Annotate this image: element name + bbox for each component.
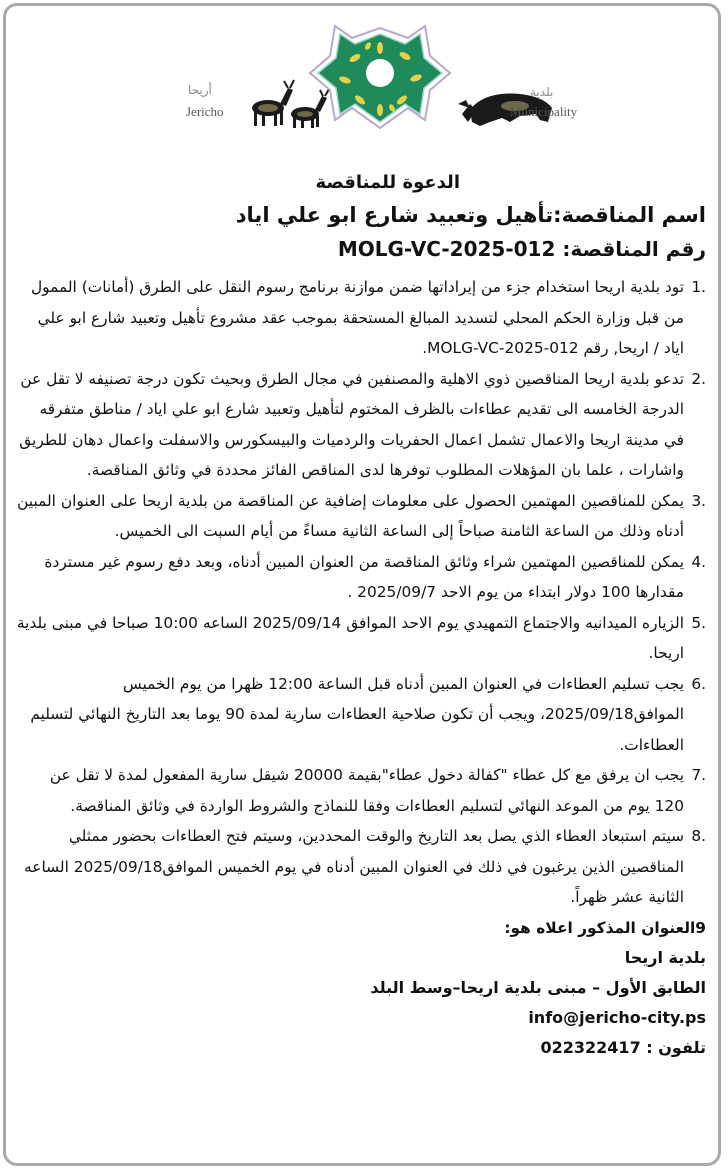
list-item xyxy=(16,547,706,608)
item-number: 1. xyxy=(691,278,706,296)
address-location: الطابق الأول – مبنى بلدية اريحا–وسط البلد xyxy=(370,977,706,997)
tender-conditions-list xyxy=(16,272,706,913)
list-item xyxy=(16,364,706,486)
list-item xyxy=(16,486,706,547)
municipality-arabic-label: بلدية xyxy=(530,85,554,99)
tender-number xyxy=(16,232,706,266)
list-item xyxy=(16,821,706,913)
item-number: 7. xyxy=(691,766,706,784)
item-text: يمكن للمناقصين المهتمين الحصول على معلومات إضافية عن المناقصة من بلدية اريحا على العنوان المبين أدناه وذلك من الساعة الثامنة صباحاً إلى الساعة الثانية مساءً من أيام السبت الى الخميس. xyxy=(17,491,684,540)
tender-number-code: MOLG-VC-2025-012 xyxy=(337,237,556,261)
tender-number-label: رقم المناقصة: xyxy=(562,237,706,261)
tender-name: اسم المناقصة:تأهيل وتعبيد شارع ابو علي اياد xyxy=(235,203,706,227)
item-number: 5. xyxy=(691,613,706,632)
deer-icon xyxy=(252,80,329,128)
item-number: 3. xyxy=(691,491,706,510)
emblem-icon xyxy=(310,26,450,128)
jericho-english-label: Jericho xyxy=(186,104,224,119)
item-text: تدعو بلدية اريحا المناقصين ذوي الاهلية والمصنفين في مجال الطرق وبحيث تكون درجة تصنيفه لا تقل عن الدرجة الخامسه الى تقديم عطاءات بالظرف المختوم لتأهيل وتعبيد شارع ابو علي اياد / مناطق متفرقه في مدينة اريحا والاعمال تشمل اعمال الحفريات والردميات والبيسكورس والاسفلت واعمال دهان للطريق واشارات ، علما بان المؤهلات المطلوب توفرها لدى المناقص الفائز محددة في وثائق المناقصة. xyxy=(19,369,684,479)
list-item xyxy=(16,608,706,669)
jericho-arabic-label: أريحا xyxy=(188,83,212,97)
address-intro: 9العنوان المذكور اعلاه هو: xyxy=(504,918,706,937)
item-text: سيتم استبعاد العطاء الذي يصل بعد التاريخ والوقت المحددين، وسيتم فتح العطاءات بحضور ممثلي المناقصين الذين يرغبون في ذلك في العنوان المبين أدناه في يوم الخميس الموافق2025/09/18 الساعه الثانية عشر ظهراً. xyxy=(24,827,684,906)
contact-address xyxy=(16,913,706,1063)
list-item xyxy=(16,272,706,364)
address-phone-line xyxy=(16,1033,706,1063)
item-text: يمكن للمناقصين المهتمين شراء وثائق المناقصة من العنوان المبين أدناه، وبعد دفع رسوم غير مستردة مقدارها 100 دولار ابتداء من يوم الاحد 2025/09/7 . xyxy=(44,552,684,601)
phone-number[interactable]: 022322417 xyxy=(540,1037,641,1057)
municipality-logo xyxy=(180,18,580,138)
list-item xyxy=(16,760,706,821)
address-email-line xyxy=(16,1003,706,1033)
item-text: يجب ان يرفق مع كل عطاء "كفالة دخول عطاء"بقيمة 20000 شيقل سارية المفعول لمدة لا تقل عن 120 يوم من الموعد النهائي لتسليم العطاءات وفقا للنماذج والشروط الواردة في وثائق المناقصة. xyxy=(49,766,684,815)
item-number: 2. xyxy=(691,369,706,388)
item-text: تود بلدية اريحا استخدام جزء من إيراداتها ضمن موازنة برنامج رسوم النقل على الطرق (أمانات) الممول من قبل وزارة الحكم المحلي لتسديد المبالغ المستحقة بموجب عقد مشروع تأهيل وتعبيد شارع ابو علي اياد / اريحا, رقم MOLG-VC-2025-012. xyxy=(30,278,684,357)
item-text: الزياره الميدانيه والاجتماع التمهيدي يوم الاحد الموافق 2025/09/14 الساعه 10:00 صباحا في مبنى بلدية اريحا. xyxy=(16,613,684,662)
municipality-english-label: Municipality xyxy=(510,104,578,119)
item-number: 6. xyxy=(691,674,706,693)
page-title: الدعوة للمناقصة xyxy=(315,172,460,193)
email-link[interactable]: info@jericho-city.ps xyxy=(528,1007,706,1027)
list-item xyxy=(16,669,706,761)
tender-announcement xyxy=(16,168,706,1063)
address-name: بلدية اريحا xyxy=(624,947,706,967)
item-number: 4. xyxy=(691,552,706,571)
item-number: 8. xyxy=(691,827,706,845)
item-text: يجب تسليم العطاءات في العنوان المبين أدناه قبل الساعة 12:00 ظهرا من يوم الخميس الموافق2025/09/18، ويجب أن تكون صلاحية العطاءات سارية لمدة 90 يوما بعد التاريخ النهائي لتسليم العطاءات. xyxy=(30,674,684,754)
phone-label: تلفون : xyxy=(646,1037,706,1057)
